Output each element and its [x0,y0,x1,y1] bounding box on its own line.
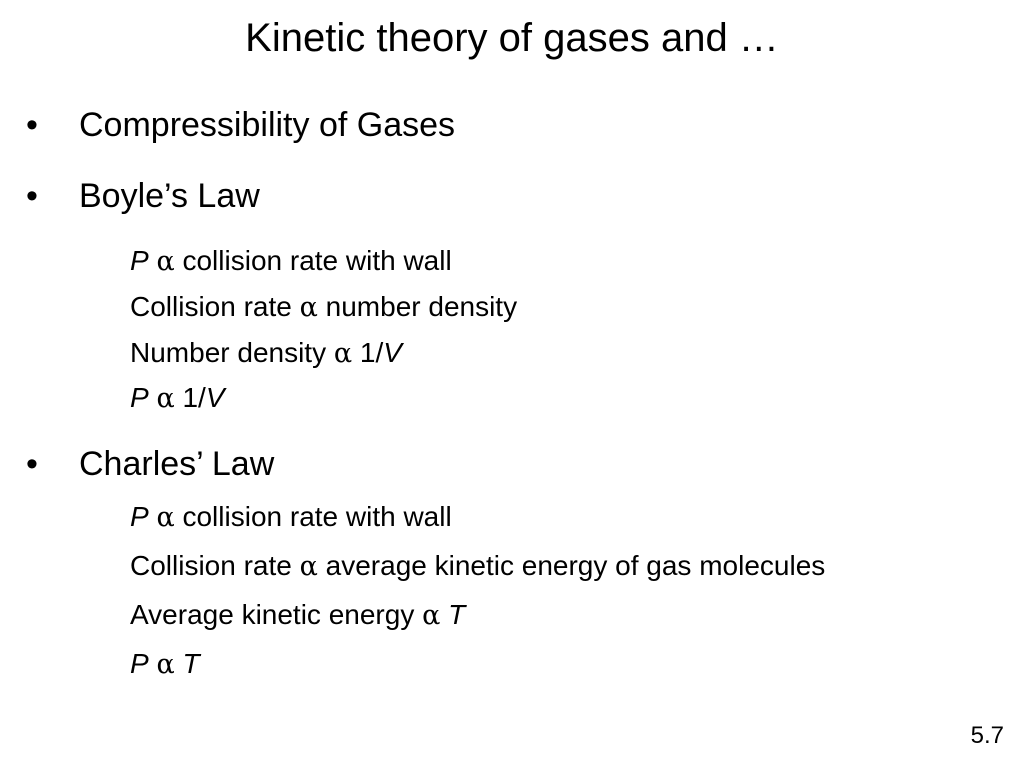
bullet-charles-law: Charles’ Law [79,445,275,483]
line-text: 1/ [359,337,384,368]
symbol-t: T [448,599,466,630]
bullet-marker: • [26,177,38,215]
charles-line-4 [130,647,200,682]
line-text: collision rate with wall [182,501,452,532]
symbol-p: P [130,382,149,413]
bullet-marker: • [26,106,38,144]
line-text: Number density [130,337,327,368]
bullet-boyles-law: Boyle’s Law [79,177,260,215]
slide-number: 5.7 [970,722,1004,749]
proportional-symbol: α [299,551,318,582]
proportional-symbol: α [156,383,175,414]
charles-line-1 [130,500,452,535]
charles-line-3 [130,598,465,633]
proportional-symbol: α [156,246,175,277]
boyle-line-1 [130,244,452,279]
boyle-line-3 [130,336,402,371]
proportional-symbol: α [422,600,441,631]
symbol-v: V [383,337,402,368]
line-text: number density [325,291,518,322]
bullet-compressibility: Compressibility of Gases [79,106,456,144]
line-text: 1/ [182,382,206,413]
line-text: Collision rate [130,550,292,581]
symbol-p: P [130,501,149,532]
proportional-symbol: α [156,502,175,533]
proportional-symbol: α [333,338,353,369]
charles-line-2 [130,549,825,584]
bullet-marker: • [26,445,38,483]
proportional-symbol: α [156,649,175,680]
line-text: average kinetic energy of gas molecules [325,550,826,581]
line-text: collision rate with wall [182,245,452,276]
boyle-line-2 [130,290,517,325]
proportional-symbol: α [299,292,318,323]
line-text: Average kinetic energy [130,599,415,630]
symbol-p: P [130,648,149,679]
symbol-t: T [182,648,200,679]
line-text: Collision rate [130,291,292,322]
symbol-p: P [130,245,149,276]
symbol-v: V [205,382,225,413]
slide-title: Kinetic theory of gases and … [245,16,779,60]
boyle-line-4 [130,381,225,416]
